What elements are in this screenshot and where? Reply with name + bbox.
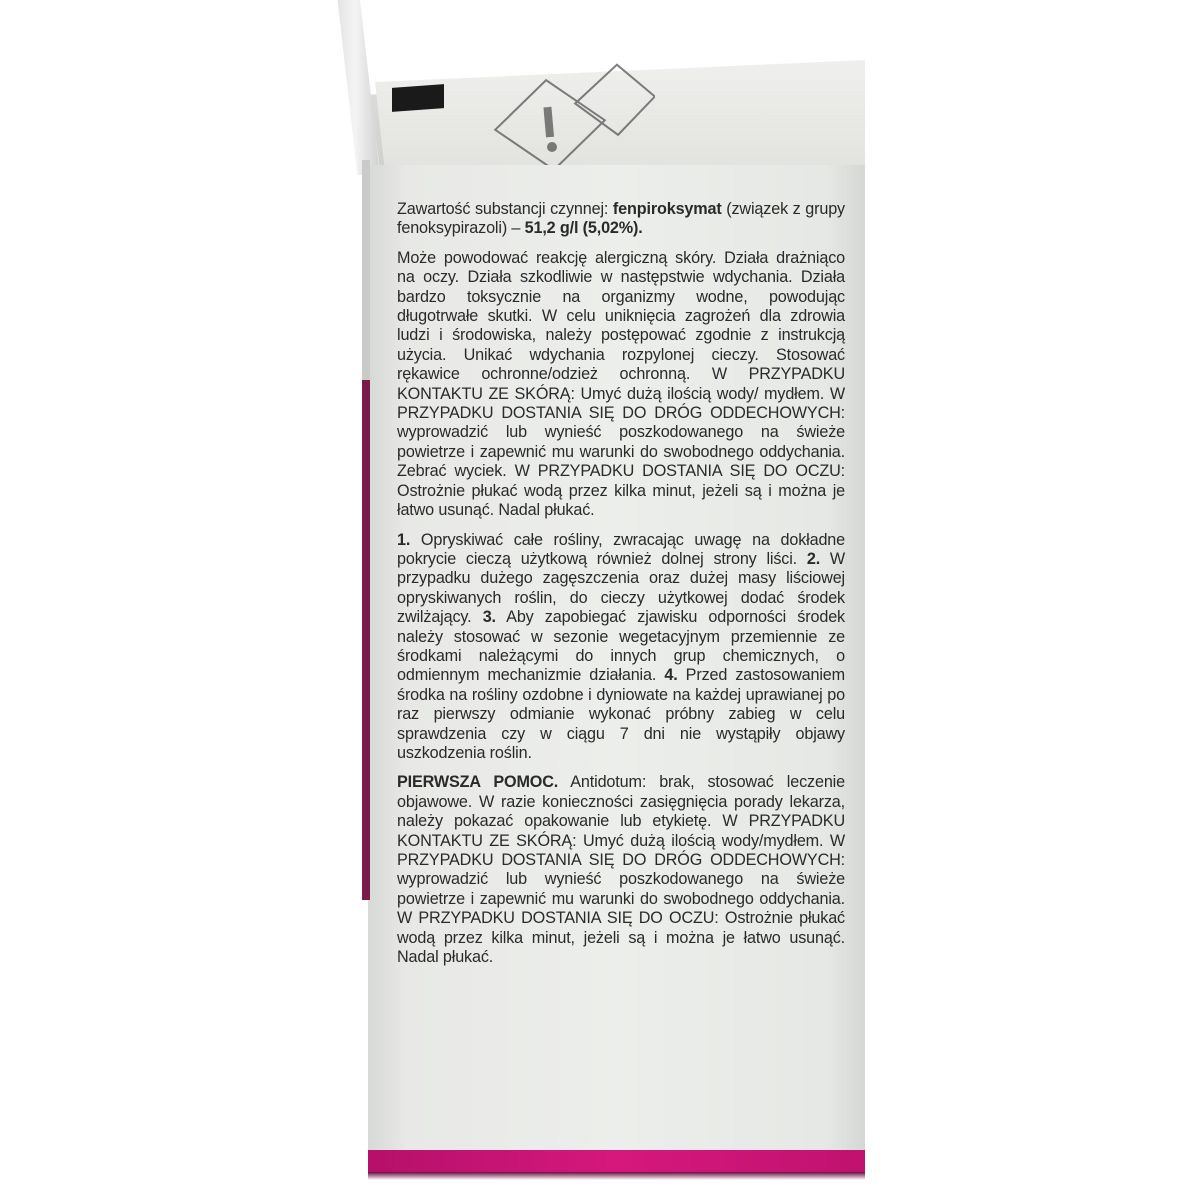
flap-black-strip bbox=[392, 84, 444, 112]
hazard-pictogram-icon bbox=[455, 55, 655, 175]
first-aid-paragraph: PIERWSZA POMOC. Antidotum: brak, stosować leczenie objawowe. W razie konieczności zasięgnięcia porady lekarza, należy pokazać opakowanie lub etykietę. W PRZYPADKU KONTAKTU ZE SKÓRĄ: Umyć dużą ilością wody/mydłem. W PRZYPADKU DOSTANIA SIĘ DO DRÓG ODDECHOWYCH: wyprowadzić lub wynieść poszkodowanego na świeże powietrze i zapewnić mu warunki do swobodnego oddychania. W PRZYPADKU DOSTANIA SIĘ DO OCZU: Ostrożnie płukać wodą przez kilka minut, jeżeli są i można je łatwo usunąć. Nadal płukać. bbox=[397, 773, 845, 967]
box-bottom-shadow bbox=[368, 1172, 865, 1180]
active-substance-paragraph: Zawartość substancji czynnej: fenpiroksymat (związek z grupy fenoksypirazoli) – 51,2 g/l (5,02%). bbox=[397, 200, 845, 238]
hazard-statements-paragraph: Może powodować reakcję alergiczną skóry. Działa drażniąco na oczy. Działa szkodliwie w następstwie wdychania. Działa bardzo toksycznie na organizmy wodne, powodując długotrwałe skutki. W celu uniknięcia zagrożeń dla zdrowia ludzi i środowiska, należy postępować zgodnie z instrukcją użycia. Unikać wdychania rozpylonej cieczy. Stosować rękawice ochronne/odzież ochronną. W PRZYPADKU KONTAKTU ZE SKÓRĄ: Umyć dużą ilością wody/ mydłem. W PRZYPADKU DOSTANIA SIĘ DO DRÓG ODDECHOWYCH: wyprowadzić lub wynieść poszkodowanego na świeże powietrze i zapewnić mu warunki do swobodnego oddychania. Zebrać wyciek. W PRZYPADKU DOSTANIA SIĘ DO OCZU: Ostrożnie płukać wodą przez kilka minut, jeżeli są i można je łatwo usunąć. Nadal płukać. bbox=[397, 248, 845, 520]
active-substance-amount: 51,2 g/l (5,02%). bbox=[524, 219, 643, 238]
box-left-edge-magenta bbox=[362, 380, 370, 900]
label-text-block bbox=[397, 200, 845, 977]
active-substance-name: fenpiroksymat bbox=[612, 200, 722, 218]
box-lid-tab bbox=[330, 0, 380, 175]
box-left-edge bbox=[362, 160, 370, 385]
magenta-bottom-band bbox=[368, 1150, 865, 1172]
first-aid-heading: PIERWSZA POMOC. bbox=[397, 773, 559, 792]
instructions-paragraph: 1. Opryskiwać całe rośliny, zwracając uwagę na dokładne pokrycie cieczą użytkową również dolnej strony liści. 2. W przypadku dużego zagęszczenia oraz dużej masy liściowej opryskiwanych roślin, do cieczy użytkowej dodać środek zwilżający. 3. Aby zapobiegać zjawisku odporności środek należy stosować w sezonie wegetacyjnym przemiennie ze środkami należącymi do innych grup chemicznych, o odmiennym mechanizmie działania. 4. Przed zastosowaniem środka na rośliny ozdobne i dyniowate na każdej uprawianej po raz pierwszy odmianie wykonać próbny zabieg w celu sprawdzenia czy w ciągu 7 dni nie wystąpiły objawy uszkodzenia roślin. bbox=[397, 530, 845, 762]
